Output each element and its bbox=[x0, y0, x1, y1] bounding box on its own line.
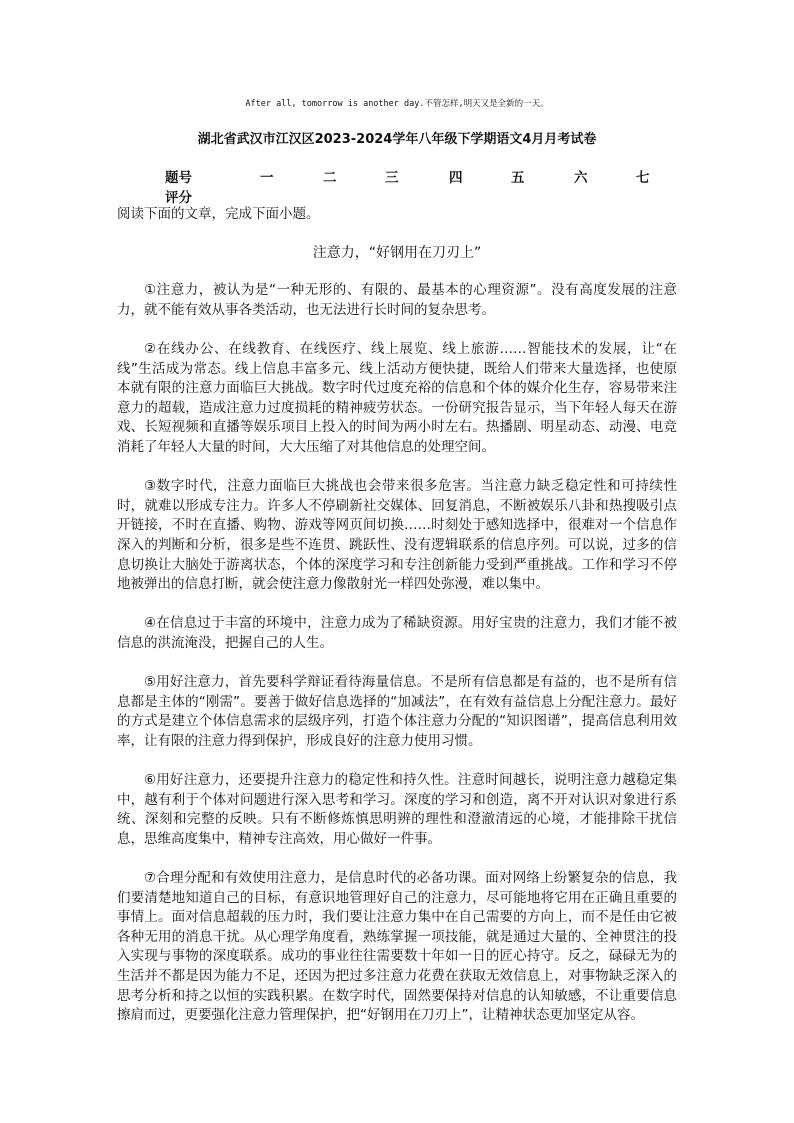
article-paragraph-6: ⑥用好注意力，还要提升注意力的稳定性和持久性。注意时间越长，说明注意力越稳定集中，越有利于个体对问题进行深入思考和学习。深度的学习和创造，离不开对认识对象进行系统、深刻和完整的反映。只有不断修炼慎思明辨的理性和澄澈清远的心境，才能排除干扰信息，思维高度集中，精神专注高效，用心做好一件事。 bbox=[117, 772, 677, 847]
reading-instruction: 阅读下面的文章，完成下面小题。 bbox=[117, 206, 320, 222]
score-column-3: 三 bbox=[385, 170, 399, 186]
header-motto: After all, tomorrow is another day.不管怎样,明天又是全新的一天。 bbox=[245, 99, 549, 109]
score-column-1: 一 bbox=[260, 170, 274, 186]
article-paragraph-2: ②在线办公、在线教育、在线医疗、线上展览、线上旅游……智能技术的发展，让“在线”生活成为常态。线上信息丰富多元、线上活动方便快捷，既给人们带来大量选择，也使原本就有限的注意力面临巨大挑战。数字时代过度充裕的信息和个体的媒介化生存，容易带来注意力的超载，造成注意力过度损耗的精神疲劳状态。一份研究报告显示，当下年轻人每天在游戏、长短视频和直播等娱乐项目上投入的时间为两小时左右。热播剧、明星动态、动漫、电竞消耗了年轻人大量的时间，大大压缩了对其他信息的处理空间。 bbox=[117, 340, 677, 455]
article-paragraph-7: ⑦合理分配和有效使用注意力，是信息时代的必备功课。面对网络上纷繁复杂的信息，我们要清楚地知道自己的目标，有意识地管理好自己的注意力，尽可能地将它用在正确且重要的事情上。面对信息超载的压力时，我们要让注意力集中在自己需要的方向上，而不是任由它被各种无用的消息干扰。从心理学角度看，熟练掌握一项技能，就是通过大量的、全神贯注的投入实现与事物的深度联系。成功的事业往往需要数十年如一日的匠心持守。反之，碌碌无为的生活并不都是因为能力不足，还因为把过多注意力花费在获取无效信息上，对事物缺乏深入的思考分析和持之以恒的实践积累。在数字时代，固然要保持对信息的认知敏感，不让重要信息擦肩而过，更要强化注意力管理保护，把“好钢用在刀刃上”，让精神状态更加坚定从容。 bbox=[117, 870, 677, 1024]
score-column-2: 二 bbox=[323, 170, 337, 186]
score-row-question-numbers bbox=[165, 166, 665, 186]
article-content bbox=[117, 205, 677, 1045]
score-column-5: 五 bbox=[511, 170, 525, 186]
article-paragraph-4: ④在信息过于丰富的环境中，注意力成为了稀缺资源。用好宝贵的注意力，我们才能不被信息的洪流淹没，把握自己的人生。 bbox=[117, 615, 677, 651]
score-row-label-question: 题号 bbox=[165, 170, 192, 186]
score-column-7: 七 bbox=[636, 170, 650, 186]
article-paragraph-1: ①注意力，被认为是“一种无形的、有限的、最基本的心理资源”。没有高度发展的注意力，就不能有效从事各类活动，也无法进行长时间的复杂思考。 bbox=[117, 282, 677, 318]
exam-title: 湖北省武汉市江汉区2023-2024学年八年级下学期语文4月月考试卷 bbox=[197, 132, 597, 147]
article-paragraph-3: ③数字时代，注意力面临巨大挑战也会带来很多危害。当注意力缺乏稳定性和可持续性时，就难以形成专注力。许多人不停刷新社交媒体、回复消息，不断被娱乐八卦和热搜吸引点开链接，不时在直播、购物、游戏等网页间切换……时刻处于感知选择中，很难对一个信息作深入的判断和分析，很多是些不连贯、跳跃性、没有逻辑联系的信息序列。可以说，过多的信息切换让大脑处于游离状态，个体的深度学习和专注创新能力受到严重挑战。工作和学习不停地被弹出的信息打断，就会使注意力像散射光一样四处弥漫，难以集中。 bbox=[117, 478, 677, 593]
score-column-6: 六 bbox=[574, 170, 588, 186]
score-column-4: 四 bbox=[449, 170, 463, 186]
score-row-scores bbox=[165, 186, 665, 206]
article-title: 注意力，“好钢用在刀刃上” bbox=[312, 244, 482, 261]
article-paragraph-5: ⑤用好注意力，首先要科学辩证看待海量信息。不是所有信息都是有益的，也不是所有信息都是主体的“刚需”。要善于做好信息选择的“加减法”，在有效有益信息上分配注意力。最好的方式是建立个体信息需求的层级序列，打造个体注意力分配的“知识图谱”，提高信息利用效率，让有限的注意力得到保护，形成良好的注意力使用习惯。 bbox=[117, 674, 677, 749]
score-row-label-score: 评分 bbox=[165, 190, 192, 206]
score-table bbox=[165, 166, 665, 206]
